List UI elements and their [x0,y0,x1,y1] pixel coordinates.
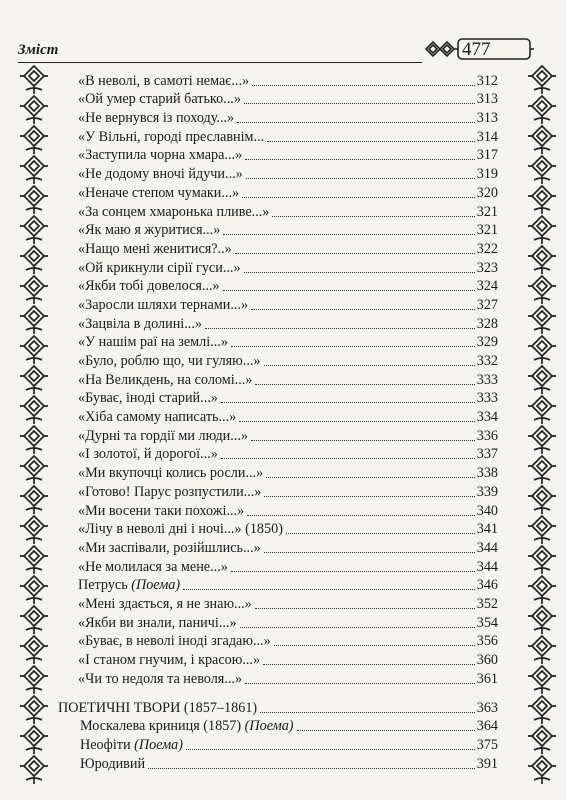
toc-entry-page: 341 [476,521,498,538]
toc-entry-page: 317 [476,147,498,164]
entry-title-text: Москалева криниця (1857) [80,718,242,735]
toc-entry-title [78,521,283,538]
entry-title-text: «Мені здається, я не знаю...» [78,595,252,612]
toc-entry-title [78,484,261,501]
toc-entry-title [58,756,145,773]
toc-entry[interactable] [78,370,498,389]
entry-title-text: «На Великдень, на соломі...» [78,371,253,388]
dot-leader [242,197,475,198]
toc-entry[interactable] [78,669,498,688]
toc-entry[interactable] [58,717,498,736]
toc-entry-title [78,615,237,632]
dot-leader [244,103,475,104]
dot-leader [247,515,475,516]
toc-entry-page: 337 [476,446,498,463]
toc-entry-page: 322 [476,240,498,257]
page-number: 477 [462,39,491,60]
section-entries [58,717,498,773]
toc-entry[interactable] [78,202,498,221]
toc-entry-page: 354 [476,614,498,631]
dot-leader [251,440,475,441]
toc-entry-title [78,390,218,407]
entry-title-text: «І золотої, й дорогої...» [78,446,218,463]
toc-entry[interactable] [78,221,498,240]
toc-entry[interactable] [78,108,498,127]
toc-entry[interactable] [78,632,498,651]
toc-entry-page: 391 [476,755,498,772]
dot-leader [266,477,475,478]
entry-title-text: «У нашім раї на землі...» [78,334,228,351]
dot-leader [240,627,475,628]
dot-leader [264,365,475,366]
entry-title-text: «Заступила чорна хмара...» [78,147,243,164]
toc-entry-page: 321 [476,203,498,220]
toc-entry-page: 344 [476,539,498,556]
dot-leader [245,683,475,684]
entry-title-text: «Дурні та гордії ми люди...» [78,427,248,444]
toc-entry-page: 332 [476,353,498,369]
dot-leader [272,216,474,217]
entry-title-text: «Заросли шляхи тернами...» [78,296,249,313]
toc-entry-page: 320 [476,184,498,201]
toc-entry-title [78,278,220,295]
toc-entry-title [78,147,242,164]
toc-entry-title [78,428,248,445]
entry-title-text: «В неволі, в самоті немає...» [78,72,250,89]
toc-entry-page: 360 [476,652,498,668]
toc-entry-title [78,503,244,520]
toc-entry-page: 375 [476,737,498,754]
toc-entry-page: 327 [476,296,498,313]
toc-entry-page: 339 [476,483,498,500]
entry-title-text: «Не додому вночі йдучи...» [78,166,243,183]
entry-title-text: Неофіти [80,737,131,754]
toc-entry[interactable] [78,557,498,576]
dot-leader [244,272,475,273]
page-header [0,0,566,64]
toc-entry-title [78,633,271,650]
entry-title-text: «Ой крикнули сірії гуси...» [78,259,241,276]
toc-entry-title [78,260,241,277]
entry-title-text: «Ми заспівали, розійшлись...» [78,539,261,556]
entry-title-text: «Було, роблю що, чи гуляю...» [78,353,261,369]
toc-entry-title [78,353,261,370]
dot-leader [252,85,475,86]
entry-title-text: «Буває, іноді старий...» [78,390,218,407]
toc-entry[interactable] [78,650,498,669]
toc-entry-title [78,129,264,146]
dot-leader [267,141,475,142]
entry-title-text: «Нащо мені женитися?..» [78,240,232,257]
dot-leader [235,253,475,254]
entry-title-text: «Ми вкупочці колись росли...» [78,465,264,482]
header-rule [18,62,422,63]
toc-entry[interactable] [78,407,498,426]
toc-entry[interactable] [78,146,498,165]
toc-entry-page: 361 [476,670,498,687]
entry-title-text: «Неначе степом чумаки...» [78,184,240,201]
entry-title-text: «Буває, в неволі іноді згадаю...» [78,633,271,650]
entry-title-text: «І станом гнучим, і красою...» [78,652,261,668]
toc-entry-title [78,316,202,333]
dot-leader [223,290,475,291]
dot-leader [263,664,475,665]
entry-title-text: «Якби тобі довелося...» [78,278,220,295]
toc-entry[interactable] [58,735,498,754]
toc-entry-title [78,652,260,669]
toc-entry[interactable] [78,445,498,464]
toc-entry[interactable] [78,501,498,520]
toc-entry-page: 338 [476,465,498,482]
toc-entry[interactable] [78,277,498,296]
toc-entry-page: 323 [476,259,498,276]
toc-entry-page: 340 [476,502,498,519]
toc-entry-page: 324 [476,278,498,295]
entry-title-text: «Якби ви знали, паничі...» [78,614,237,631]
toc-entry-page: 356 [476,633,498,650]
toc-entry-page: 346 [476,577,498,594]
dot-leader [264,552,475,553]
toc-entry-page: 312 [476,72,498,89]
section-page: 363 [476,699,498,716]
toc-entry[interactable] [58,754,498,773]
toc-entry-page: 336 [476,427,498,444]
toc-entry-title [78,409,236,426]
toc-entry-title [58,718,294,735]
toc-entry[interactable] [78,314,498,333]
right-ornament-border-icon [526,64,558,784]
toc-entry-title [78,540,261,557]
entry-genre-note: (Поема) [134,737,184,754]
toc-entry-page: 319 [476,166,498,183]
entry-title-text: «Готово! Парус розпустили...» [78,483,262,500]
running-head-section: Зміст [18,42,59,58]
dot-leader [231,346,475,347]
toc-entry-title [78,73,249,90]
entry-title-text: «Лічу в неволі дні і ночі...» (1850) [78,521,283,538]
dot-leader [274,645,475,646]
dot-leader [221,458,475,459]
toc-entry-title [78,577,180,594]
dot-leader [260,712,475,713]
toc-entry-title [58,737,183,754]
toc-list [78,71,498,688]
toc-entry[interactable] [78,538,498,557]
toc-entry-title [78,110,234,127]
toc-entry[interactable] [78,482,498,501]
toc-entry[interactable] [78,520,498,539]
toc-entry-page: 352 [476,595,498,612]
toc-entry-page: 333 [476,390,498,407]
entry-title-text: «Чи то недоля та неволя...» [78,670,243,687]
toc-entry[interactable] [78,239,498,258]
dot-leader [205,328,475,329]
toc-entry[interactable] [78,576,498,595]
toc-entry-title [78,241,232,258]
toc-entry-page: 313 [476,91,498,108]
dot-leader [148,768,475,769]
dot-leader [251,309,475,310]
toc-entry-title [78,204,269,221]
toc-entry[interactable] [78,71,498,90]
entry-title-text: «У Вільні, городі преславнім... [78,128,265,145]
dot-leader [264,496,474,497]
toc-entry-page: 333 [476,371,498,388]
entry-title-text: Петрусь [78,577,128,594]
toc-entry-title [78,372,252,389]
entry-genre-note: (Поема) [244,718,294,735]
dot-leader [246,178,475,179]
section-heading: ПОЕТИЧНІ ТВОРИ (1857–1861) [58,699,258,716]
dot-leader [255,384,474,385]
toc-entry-title [78,559,228,576]
entry-genre-note: (Поема) [131,577,181,594]
dot-leader [286,533,475,534]
dot-leader [255,608,475,609]
toc-entry[interactable] [78,613,498,632]
toc-entry-title [78,671,242,688]
toc-section [58,698,498,773]
section-heading-row[interactable] [58,698,498,717]
dot-leader [223,234,474,235]
toc-entry-page: 364 [476,718,498,735]
toc-entry-title [78,596,252,613]
toc-entry-title [78,334,228,351]
dot-leader [237,122,475,123]
toc-entry[interactable] [78,295,498,314]
toc-entry[interactable] [78,463,498,482]
dot-leader [186,749,475,750]
dot-leader [183,589,475,590]
dot-leader [239,421,474,422]
toc-entry-title [78,297,248,314]
entry-title-text: «Хіба самому написать...» [78,409,237,426]
toc-entry-title [78,166,243,183]
toc-entry-page: 329 [476,334,498,351]
dot-leader [245,159,475,160]
toc-entry-title [78,91,241,108]
toc-entry-page: 314 [476,128,498,145]
left-ornament-border-icon [18,64,50,784]
toc-entry[interactable] [78,183,498,202]
toc-entry-page: 344 [476,558,498,575]
toc-entry[interactable] [78,127,498,146]
entry-title-text: «За сонцем хмаронька пливе...» [78,203,270,220]
toc-entry-page: 313 [476,110,498,127]
entry-title-text: «Не вернувся із походу...» [78,110,235,127]
toc-entry[interactable] [78,333,498,352]
toc-entry[interactable] [78,258,498,277]
dot-leader [221,402,475,403]
toc-entry[interactable] [78,594,498,613]
toc-entry[interactable] [78,426,498,445]
entry-title-text: «Як маю я журитися...» [78,222,221,239]
entry-title-text: «Зацвіла в долині...» [78,315,202,332]
toc-entry[interactable] [78,164,498,183]
dot-leader [297,730,475,731]
toc-entry-title [78,222,220,239]
toc-entry-title [78,185,239,202]
entry-title-text: Юродивий [80,755,146,772]
toc-entry[interactable] [78,351,498,370]
toc-entry-page: 334 [476,409,498,426]
toc-entry[interactable] [78,90,498,109]
toc-entry-page: 321 [476,222,498,239]
entry-title-text: «Ми восени таки похожі...» [78,502,245,519]
entry-title-text: «Ой умер старий батько...» [78,91,241,108]
entry-title-text: «Не молилася за мене...» [78,558,228,575]
toc-entry[interactable] [78,389,498,408]
toc-entry-title [78,446,218,463]
toc-entry-title [78,465,263,482]
dot-leader [231,571,475,572]
toc-entry-page: 328 [476,315,498,332]
